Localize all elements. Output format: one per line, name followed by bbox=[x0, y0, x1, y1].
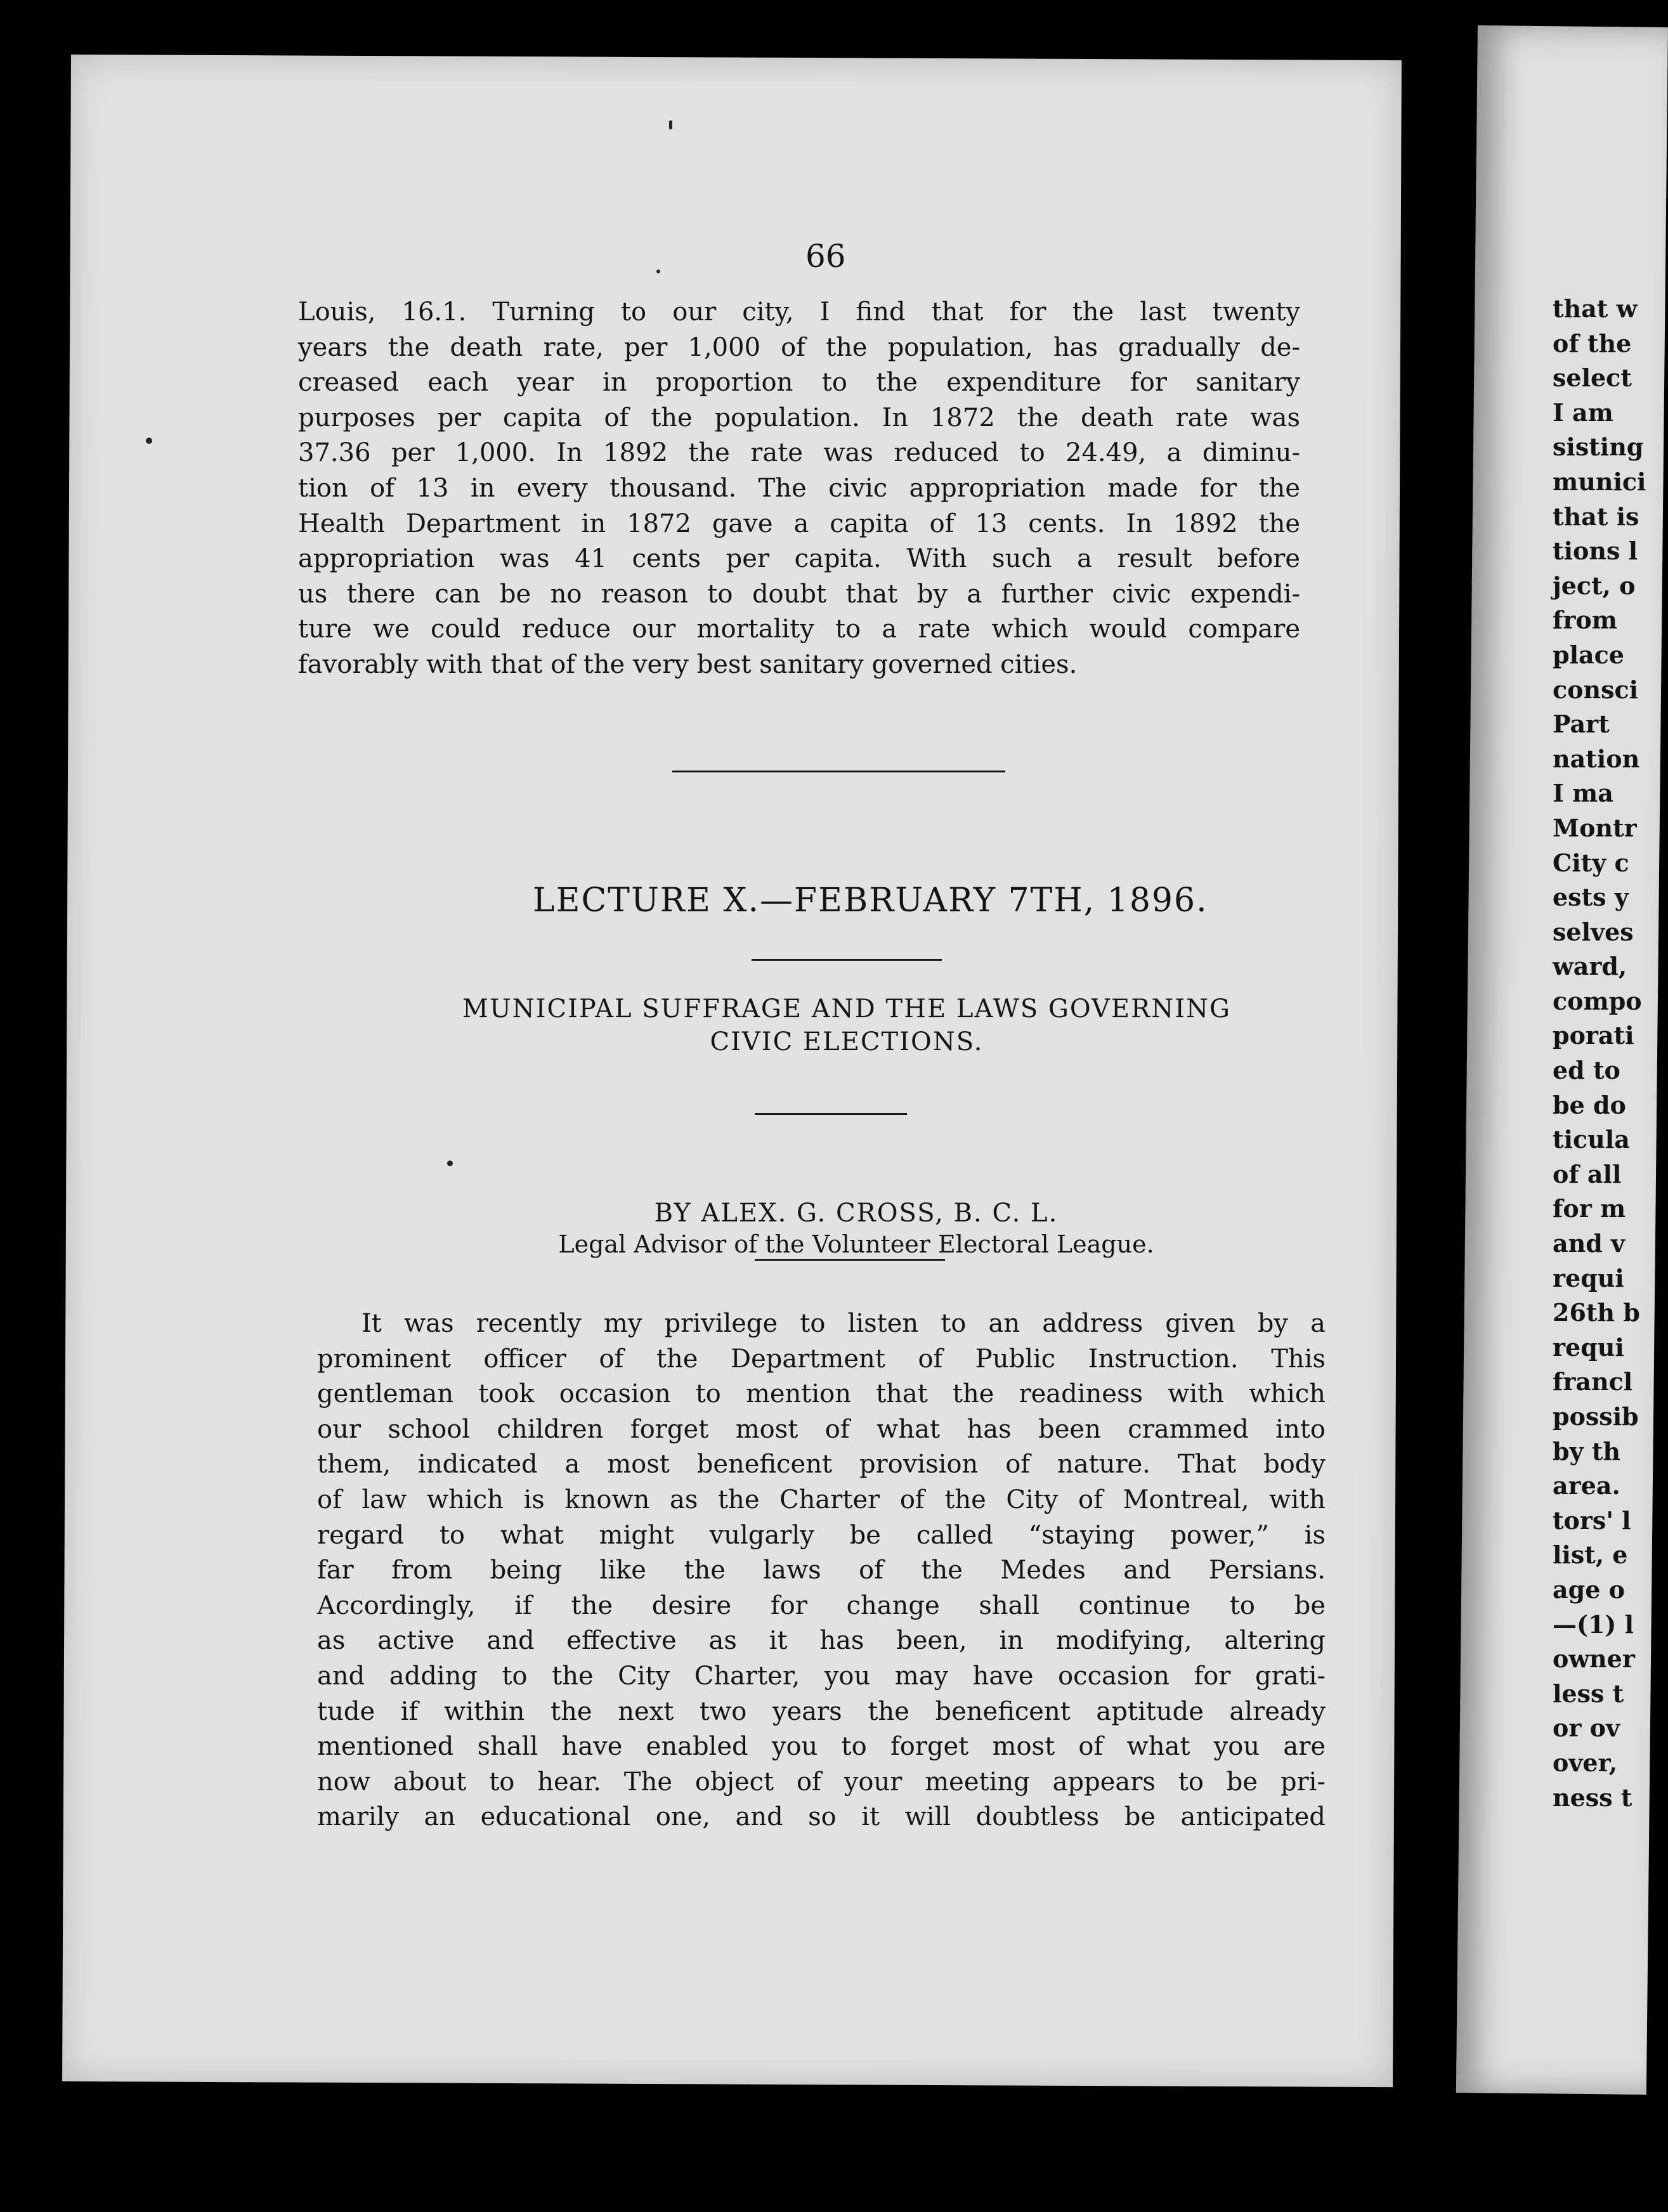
fragment-line: of the bbox=[1553, 329, 1632, 358]
text-line: ture we could reduce our mortality to a rate which would compare bbox=[298, 615, 1300, 644]
subtitle-rule bbox=[755, 1113, 907, 1115]
text-line: It was recently my privilege to listen to an address given by a bbox=[362, 1309, 1326, 1338]
subtitle-line: CIVIC ELECTIONS. bbox=[710, 1027, 984, 1057]
section-divider bbox=[672, 771, 1005, 772]
text-line: tude if within the next two years the beneficent aptitude already bbox=[317, 1696, 1326, 1726]
text-line: appropriation was 41 cents per capita. With such a result before bbox=[298, 544, 1300, 574]
text-line: as active and effective as it has been, in modifying, altering bbox=[317, 1626, 1326, 1656]
fragment-line: requi bbox=[1553, 1332, 1624, 1362]
fragment-line: —(1) l bbox=[1553, 1610, 1634, 1639]
fragment-line: age o bbox=[1553, 1575, 1625, 1604]
fragment-line: City c bbox=[1553, 848, 1629, 877]
author-byline: BY ALEX. G. CROSS, B. C. L. bbox=[654, 1199, 1059, 1228]
text-line: favorably with that of the very best sanitary governed cities. bbox=[298, 649, 1078, 679]
fragment-line: consci bbox=[1553, 675, 1639, 704]
print-speck bbox=[669, 120, 672, 129]
fragment-line: of all bbox=[1553, 1159, 1622, 1188]
fragment-line: less t bbox=[1553, 1679, 1624, 1708]
fragment-line: and v bbox=[1553, 1229, 1626, 1258]
text-line: gentleman took occasion to mention that the readiness with which bbox=[317, 1379, 1326, 1409]
author-role: Legal Advisor of the Volunteer Electoral League. bbox=[558, 1230, 1154, 1258]
text-line: regard to what might vulgarly be called “staying power,” is bbox=[317, 1520, 1326, 1550]
fragment-line: ness t bbox=[1553, 1783, 1632, 1812]
lecture-heading: LECTURE X.—FEBRUARY 7TH, 1896. bbox=[533, 882, 1208, 920]
fragment-line: requi bbox=[1553, 1263, 1624, 1292]
text-line: prominent officer of the Department of Public Instruction. This bbox=[317, 1344, 1326, 1374]
fragment-line: that w bbox=[1553, 294, 1638, 323]
text-line: Accordingly, if the desire for change shall continue to be bbox=[317, 1591, 1326, 1620]
fragment-line: list, e bbox=[1553, 1540, 1628, 1570]
fragment-line: Part bbox=[1553, 710, 1610, 739]
fragment-line: possib bbox=[1553, 1402, 1639, 1431]
fragment-line: ticula bbox=[1553, 1125, 1630, 1154]
fragment-line: over, bbox=[1553, 1748, 1618, 1777]
fragment-line: tors' l bbox=[1553, 1506, 1631, 1535]
fragment-line: nation bbox=[1553, 744, 1640, 773]
fragment-line: that is bbox=[1553, 502, 1639, 531]
text-line: Health Department in 1872 gave a capita of 13 cents. In 1892 the bbox=[298, 509, 1300, 538]
fragment-line: 26th b bbox=[1553, 1298, 1640, 1327]
fragment-line: I ma bbox=[1553, 779, 1613, 808]
text-line: creased each year in proportion to the expenditure for sanitary bbox=[298, 368, 1300, 398]
fragment-line: francl bbox=[1553, 1367, 1633, 1396]
top-paragraph bbox=[298, 295, 1300, 683]
fragment-line: selves bbox=[1553, 917, 1634, 946]
print-speck bbox=[447, 1161, 453, 1166]
subtitle-line: MUNICIPAL SUFFRAGE AND THE LAWS GOVERNING bbox=[462, 994, 1231, 1024]
fragment-line: ests y bbox=[1553, 883, 1629, 912]
text-line: mentioned shall have enabled you to forget most of what you are bbox=[317, 1732, 1326, 1762]
fragment-line: munici bbox=[1553, 467, 1646, 496]
fragment-line: porati bbox=[1553, 1021, 1634, 1050]
text-line: far from being like the laws of the Medes and Persians. bbox=[317, 1556, 1326, 1585]
text-line: years the death rate, per 1,000 of the population, has gradually de- bbox=[298, 332, 1300, 362]
fragment-line: or ov bbox=[1553, 1714, 1620, 1743]
fragment-line: owner bbox=[1553, 1644, 1635, 1674]
fragment-line: area. bbox=[1553, 1471, 1620, 1500]
text-line: marily an educational one, and so it will doubtless be anticipated bbox=[317, 1802, 1326, 1832]
fragment-line: sisting bbox=[1553, 433, 1644, 462]
fragment-line: be do bbox=[1553, 1090, 1626, 1119]
text-line: tion of 13 in every thousand. The civic appropriation made for the bbox=[298, 473, 1300, 503]
text-line: now about to hear. The object of your meeting appears to be pri- bbox=[317, 1767, 1326, 1797]
fragment-line: tions l bbox=[1553, 537, 1638, 566]
right-page-text-fragments bbox=[1553, 292, 1646, 1815]
text-line: and adding to the City Charter, you may have occasion for grati- bbox=[317, 1661, 1326, 1691]
page-number: 66 bbox=[805, 238, 846, 275]
heading-rule bbox=[752, 959, 942, 961]
text-line: purposes per capita of the population. In 1872 the death rate was bbox=[298, 403, 1300, 433]
fragment-line: I am bbox=[1553, 398, 1613, 427]
fragment-line: compo bbox=[1553, 986, 1642, 1015]
fragment-line: ward, bbox=[1553, 952, 1627, 981]
fragment-line: Montr bbox=[1553, 813, 1637, 842]
fragment-line: select bbox=[1553, 363, 1632, 393]
print-speck bbox=[146, 438, 152, 444]
left-scan-border bbox=[0, 0, 71, 2212]
fragment-line: place bbox=[1553, 640, 1624, 669]
fragment-line: for m bbox=[1553, 1194, 1626, 1223]
body-paragraph bbox=[317, 1306, 1326, 1835]
text-line: 37.36 per 1,000. In 1892 the rate was reduced to 24.49, a diminu- bbox=[298, 438, 1300, 468]
text-line: us there can be no reason to doubt that by a further civic expendi- bbox=[298, 579, 1300, 609]
text-line: Louis, 16.1. Turning to our city, I find that for the last twenty bbox=[298, 297, 1300, 327]
fragment-line: ject, o bbox=[1553, 571, 1636, 600]
fragment-line: from bbox=[1553, 606, 1617, 635]
text-line: our school children forget most of what has been crammed into bbox=[317, 1414, 1326, 1444]
author-rule bbox=[755, 1259, 945, 1261]
fragment-line: ed to bbox=[1553, 1056, 1620, 1085]
print-speck bbox=[656, 270, 660, 273]
text-line: them, indicated a most beneficent provision of nature. That body bbox=[317, 1450, 1326, 1480]
lecture-subtitle bbox=[412, 992, 1281, 1058]
fragment-line: by th bbox=[1553, 1436, 1621, 1466]
text-line: of law which is known as the Charter of the City of Montreal, with bbox=[317, 1485, 1326, 1514]
